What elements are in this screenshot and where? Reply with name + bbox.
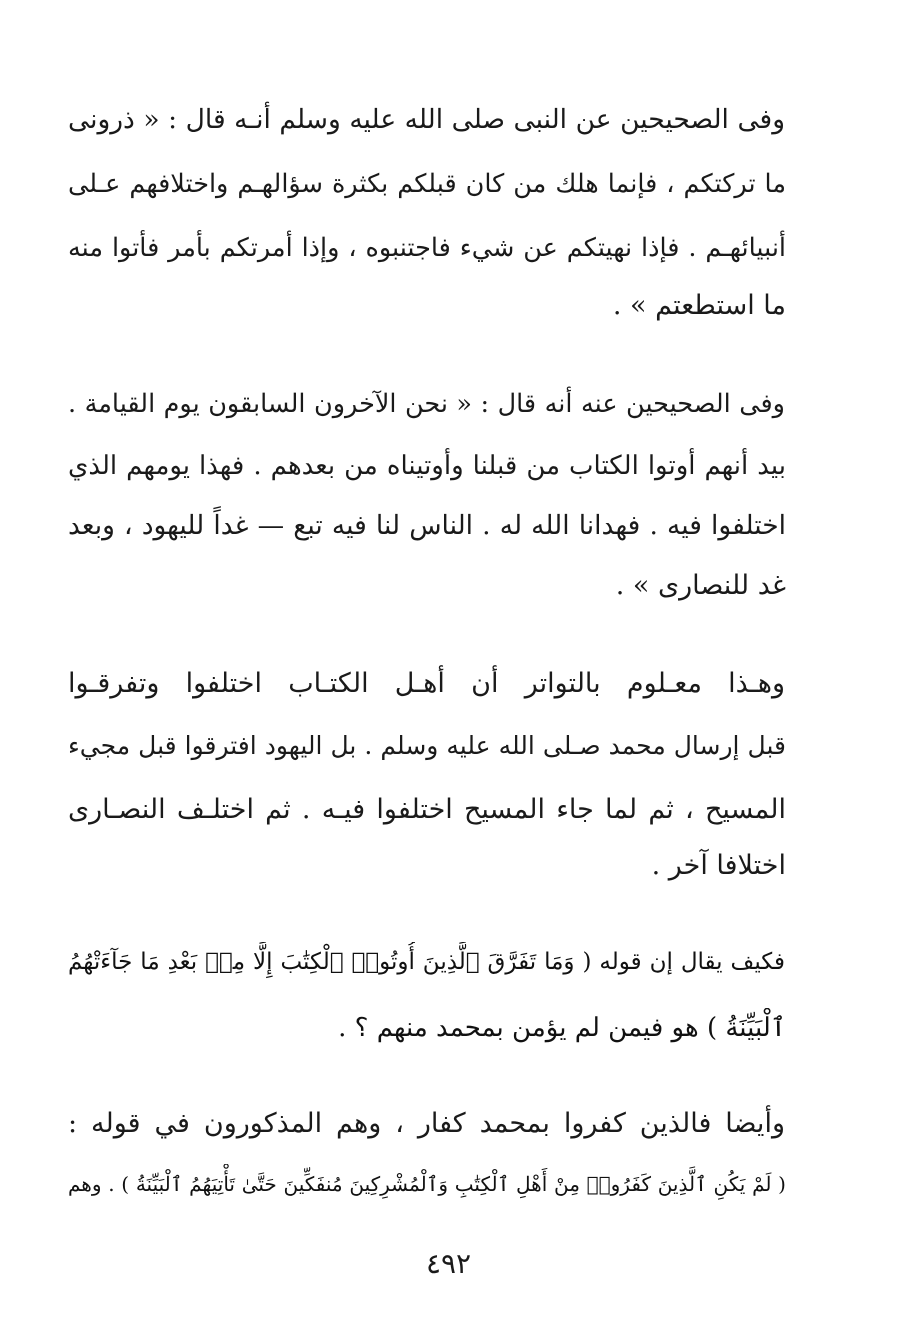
paragraph-3-line-3: المسيح ، ثم لما جاء المسيح اختلفوا فيـه . ثم اختلـف النصـارى [68,794,786,825]
paragraph-2-line-1: وفى الصحيحين عنه أنه قال : « نحن الآخرون السابقون يوم القيامة . [68,389,785,419]
paragraph-1-line-3: أنبيائهـم . فإذا نهيتكم عن شيء فاجتنبوه ، وإذا أمرتكم بأمر فأتوا منه [68,233,786,263]
paragraph-3-line-2: قبل إرسال محمد صـلى الله عليه وسلم . بل اليهود افترقوا قبل مجيء [68,731,786,760]
paragraph-4-line-2: ٱلْبَيِّنَةُ ) هو فيمن لم يؤمن بمحمد منهم ؟ . [338,1013,786,1043]
paragraph-2-line-3: اختلفوا فيه . فهدانا الله له . الناس لنا فيه تبع — غداً لليهود ، وبعد [68,510,786,541]
paragraph-1-line-4: ما استطعتم » . [612,290,786,321]
paragraph-3-line-1: وهـذا معـلوم بالتواتر أن أهـل الكتـاب اختلفوا وتفرقـوا [68,668,785,699]
paragraph-5-line-2: ( لَمْ يَكُنِ ٱلَّذِينَ كَفَرُوا۟ مِنْ أَهْلِ ٱلْكِتَٰبِ وَٱلْمُشْرِكِينَ مُنفَكِّينَ حَتَّىٰ تَأْتِيَهُمُ ٱلْبَيِّنَةُ ) . وهم [68,1172,786,1196]
paragraph-1-line-1: وفى الصحيحين عن النبى صلى الله عليه وسلم أنـه قال : « ذرونى [68,104,785,135]
paragraph-2-line-4: غد للنصارى » . [615,570,786,601]
paragraph-3-line-4: اختلافا آخر . [651,850,786,881]
paragraph-1-line-2: ما تركتكم ، فإنما هلك من كان قبلكم بكثرة سؤالهـم واختلافهم عـلى [68,169,786,199]
page-number: ٤٩٢ [425,1247,472,1280]
paragraph-5-line-1: وأيضا فالذين كفروا بمحمد كفار ، وهم المذكورون في قوله : [68,1108,785,1139]
paragraph-2-line-2: بيد أنهم أوتوا الكتاب من قبلنا وأوتيناه من بعدهم . فهذا يومهم الذي [68,451,786,481]
paragraph-4-line-1: فكيف يقال إن قوله ( وَمَا تَفَرَّقَ ٱلَّذِينَ أُوتُوا۟ ٱلْكِتَٰبَ إِلَّا مِنۢ بَعْدِ مَا جَآءَتْهُمُ [68,949,785,975]
